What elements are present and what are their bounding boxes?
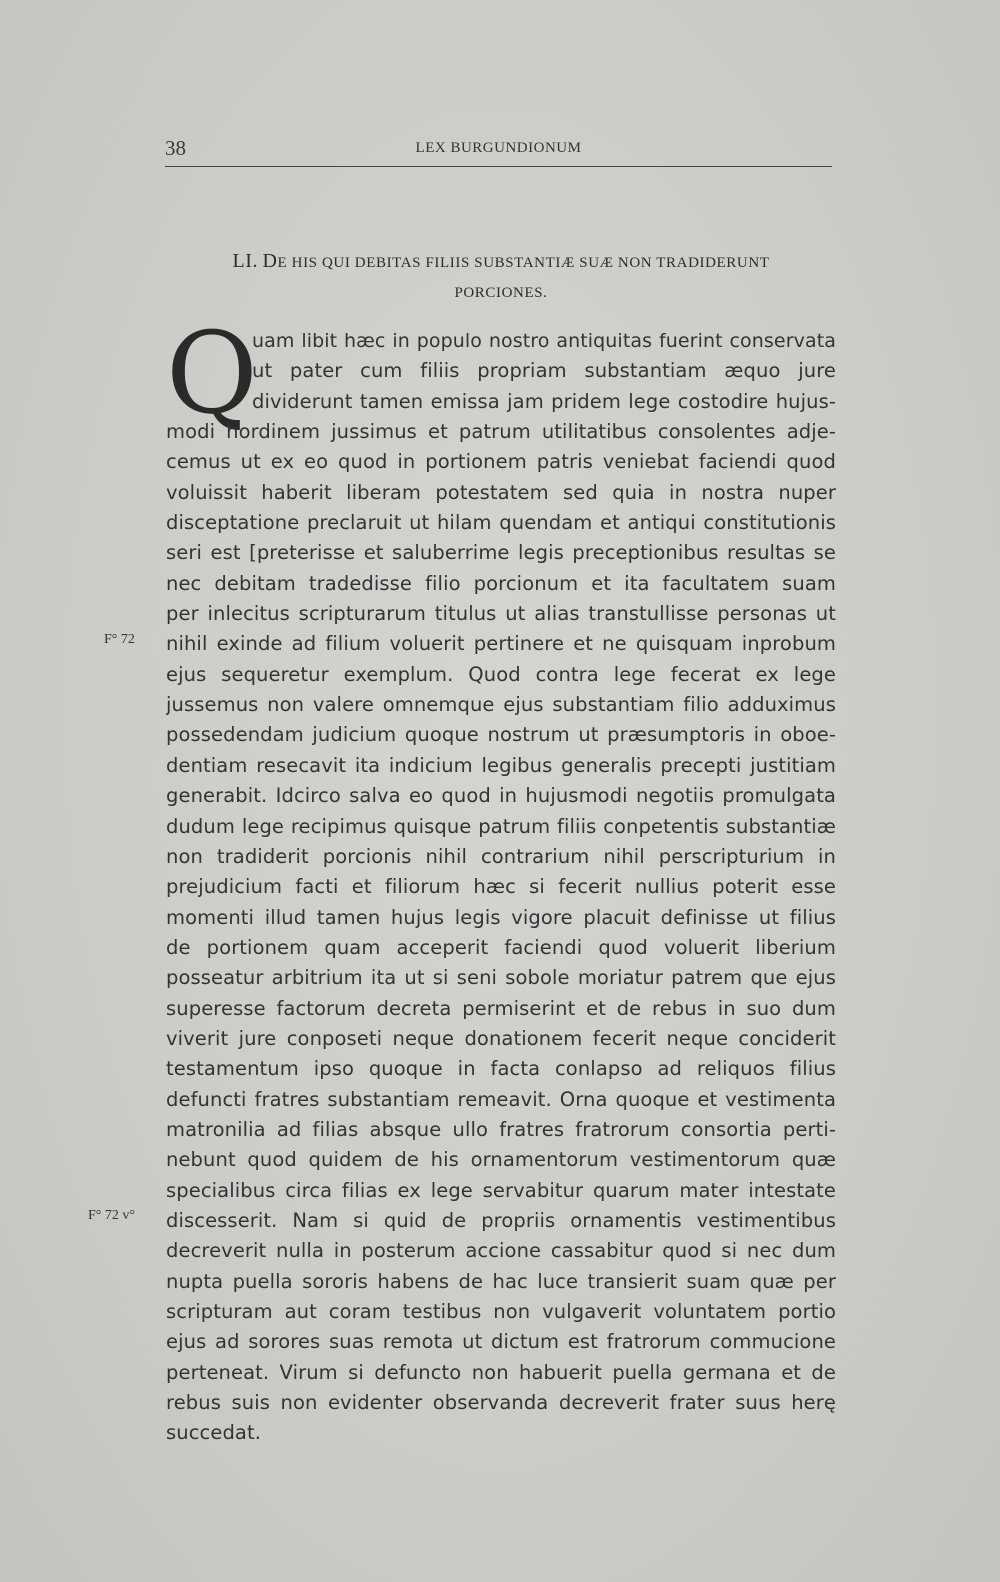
- running-head: [165, 132, 832, 166]
- text-line: cemus ut ex eo quod in portionem patris veniebat faciendi quod: [166, 450, 836, 474]
- chapter-title-line2: PORCIONES.: [454, 285, 548, 301]
- text-line: ut pater cum filiis propriam substantiam æquo jure: [252, 359, 836, 383]
- chapter-number: LI.: [232, 250, 259, 272]
- folio-note: F° 72: [104, 632, 135, 647]
- text-line: testamentum ipso quoque in facta conlapso ad reliquos filius: [166, 1057, 836, 1081]
- text-line: dudum lege recipimus quisque patrum filiis conpetentis substantiæ: [166, 814, 836, 838]
- text-line: decreverit nulla in posterum accione cassabitur quod si nec dum: [166, 1239, 836, 1263]
- chapter-title: [166, 246, 836, 308]
- body-text: [166, 326, 836, 1449]
- text-line: per inlecitus scripturarum titulus ut alias transtullisse personas ut: [166, 602, 836, 626]
- text-line: perteneat. Virum si defuncto non habuerit puella germana et de: [166, 1360, 836, 1384]
- text-line: posseatur arbitrium ita ut si seni sobole moriatur patrem que ejus: [166, 966, 836, 990]
- text-line: defuncti fratres substantiam remeavit. Orna quoque et vestimenta: [166, 1087, 836, 1111]
- chapter-title-rest: E HIS QUI DEBITAS FILIIS SUBSTANTIÆ SUÆ NON TRADIDERUNT: [277, 255, 770, 271]
- text-line: jussemus non valere omnemque ejus substantiam filio adduximus: [166, 693, 836, 717]
- text-line: matronilia ad filias absque ullo fratres fratrorum consortia perti-: [166, 1117, 836, 1141]
- text-line: uam libit hæc in populo nostro antiquitas fuerint conservata: [252, 330, 836, 352]
- text-line: nihil exinde ad filium voluerit pertinere et ne quisquam inprobum: [166, 632, 836, 656]
- text-line: discesserit. Nam si quid de propriis ornamentis vestimentibus: [166, 1208, 836, 1232]
- text-line: disceptatione preclaruit ut hilam quendam et antiqui constitutionis: [166, 511, 836, 535]
- text-line: specialibus circa filias ex lege servabitur quarum mater intestate: [166, 1178, 836, 1202]
- text-line: generabit. Idcirco salva eo quod in hujusmodi negotiis promulgata: [166, 784, 836, 808]
- text-line: voluissit haberit liberam potestatem sed quia in nostra nuper: [166, 480, 836, 504]
- text-line: de portionem quam acceperit faciendi quod voluerit liberium: [166, 935, 836, 959]
- folio-note: F° 72 v°: [88, 1208, 135, 1223]
- page-number: 38: [165, 136, 186, 160]
- text-line: dentiam resecavit ita indicium legibus generalis precepti justitiam: [166, 753, 836, 777]
- text-line: superesse factorum decreta permiserint et de rebus in suo dum: [166, 996, 836, 1020]
- text-line: momenti illud tamen hujus legis vigore placuit definisse ut filius: [166, 905, 836, 929]
- text-line: possedendam judicium quoque nostrum ut præsumptoris in oboe-: [166, 723, 836, 747]
- text-line: non tradiderit porcionis nihil contrarium nihil perscripturium in: [166, 844, 836, 868]
- text-line: modi hordinem jussimus et patrum utilitatibus consolentes adje-: [166, 420, 836, 444]
- text-line: nec debitam tradedisse filio porcionum et ita facultatem suam: [166, 571, 836, 595]
- text-line: ejus sequeretur exemplum. Quod contra lege fecerat ex lege: [166, 662, 836, 686]
- text-line: prejudicium facti et filiorum hæc si fecerit nullius poterit esse: [166, 875, 836, 899]
- text-line: dividerunt tamen emissa jam pridem lege costodire hujus-: [252, 389, 836, 413]
- text-line: ejus ad sorores suas remota ut dictum est fratrorum commucione: [166, 1330, 836, 1354]
- text-line: scripturam aut coram testibus non vulgaverit voluntatem portio: [166, 1300, 836, 1323]
- text-line: nebunt quod quidem de his ornamentorum vestimentorum quæ: [166, 1148, 836, 1172]
- text-line: seri est [preterisse et saluberrime legis preceptionibus resultas se: [166, 541, 836, 565]
- chapter-title-line1: [166, 246, 836, 278]
- running-title: LEX BURGUNDIONUM: [415, 140, 582, 156]
- chapter-title-initial: D: [262, 250, 278, 272]
- text-line: succedat.: [166, 1421, 262, 1445]
- drop-cap: Q: [166, 309, 258, 439]
- header-rule: [165, 166, 832, 167]
- text-line: rebus suis non evidenter observanda decreverit frater suus herę: [166, 1391, 836, 1415]
- text-line: nupta puella sororis habens de hac luce transierit suam quæ per: [166, 1269, 836, 1293]
- text-line: viverit jure conposeti neque donationem fecerit neque conciderit: [166, 1026, 836, 1050]
